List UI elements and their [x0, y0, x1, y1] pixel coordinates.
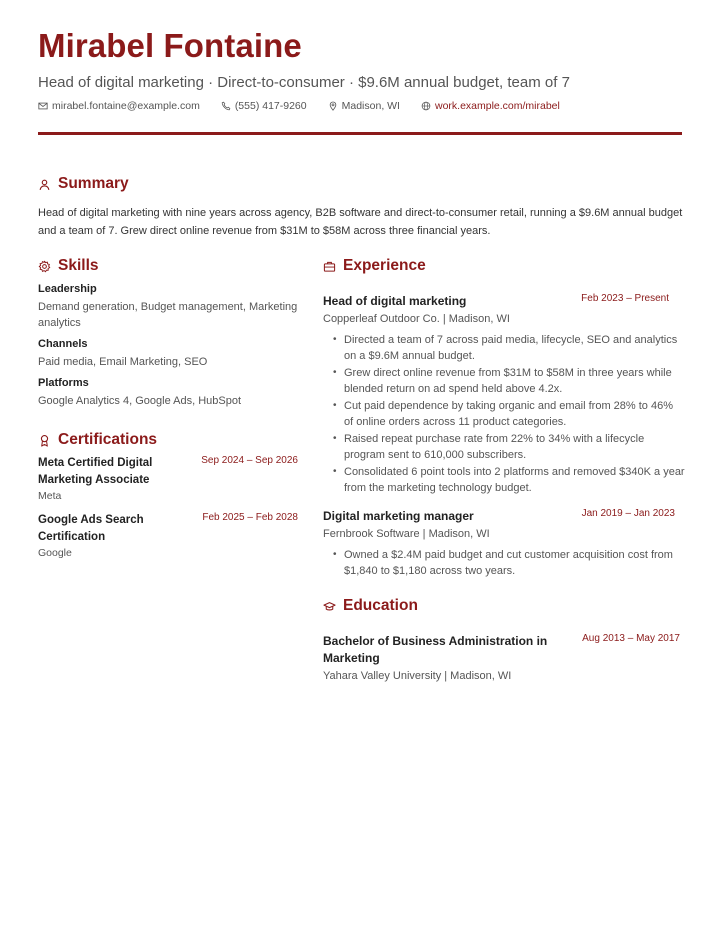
experience-section [323, 257, 685, 579]
job-company: Fernbrook Software | Madison, WI [323, 528, 490, 540]
skill-group-value: Demand generation, Budget management, Marketing analytics [38, 301, 298, 329]
gear-icon [38, 260, 51, 273]
certification-dates: Feb 2025 – Feb 2028 [202, 512, 298, 523]
certification-name: Meta Certified Digital Marketing Associate [38, 457, 153, 486]
skills-heading [38, 257, 302, 275]
right-column [323, 257, 685, 682]
education-section [323, 597, 685, 682]
education-dates: Aug 2013 – May 2017 [582, 633, 680, 644]
summary-text: Head of digital marketing with nine years across agency, B2B software and direct-to-consumer retail, running a $9.6M annual budget and a team of 7. Grew direct online revenue from $31M to $58M across three financial years. [38, 207, 683, 237]
headline: Head of digital marketing · Direct-to-consumer · $9.6M annual budget, team of 7 [38, 74, 570, 91]
job-title: Digital marketing manager [323, 509, 474, 523]
job-entry [323, 293, 685, 496]
skill-group-label: Leadership [38, 283, 97, 295]
certifications-title: Certifications [58, 431, 158, 448]
experience-heading [323, 257, 685, 275]
education-title: Education [343, 597, 418, 614]
contact-phone-text: (555) 417-9260 [234, 100, 307, 112]
job-title: Head of digital marketing [323, 294, 467, 308]
skill-group-value: Google Analytics 4, Google Ads, HubSpot [38, 395, 242, 407]
location-pin-icon [328, 101, 338, 111]
job-dates: Feb 2023 – Present [581, 293, 669, 304]
job-bullet: • Cut paid dependence by taking organic and email from 28% to 46% of online orders across 11 product categories. [323, 398, 685, 430]
skill-group-leadership [38, 283, 302, 331]
phone-icon [221, 101, 231, 111]
certification-issuer: Google [38, 547, 72, 559]
candidate-name: Mirabel Fontaine [38, 27, 302, 64]
job-bullet: • Consolidated 6 point tools into 2 platforms and removed $340K a year from the marketing technology budget. [323, 464, 685, 496]
certification-item [38, 512, 302, 559]
skill-group-channels [38, 338, 302, 370]
skill-group-label: Channels [38, 338, 88, 350]
skill-group-label: Platforms [38, 377, 89, 389]
experience-title: Experience [343, 257, 426, 274]
certifications-heading [38, 431, 302, 449]
certification-issuer: Meta [38, 490, 62, 502]
job-company: Copperleaf Outdoor Co. | Madison, WI [323, 313, 510, 325]
job-dates: Jan 2019 – Jan 2023 [581, 508, 675, 519]
job-bullet: • Grew direct online revenue from $31M to $58M in three years while blended return on ad spend held above 4.2x. [323, 365, 685, 397]
certification-dates: Sep 2024 – Sep 2026 [201, 455, 298, 466]
education-entry [323, 633, 685, 682]
contact-website-link[interactable]: work.example.com/mirabel [434, 100, 560, 112]
certification-item [38, 455, 302, 502]
certifications-section [38, 431, 302, 559]
graduation-cap-icon [323, 600, 336, 613]
globe-icon [421, 101, 431, 111]
summary-heading [38, 175, 686, 193]
contact-location [328, 100, 400, 112]
education-heading [323, 597, 685, 615]
summary-title: Summary [58, 175, 129, 192]
header-divider [38, 132, 682, 135]
job-bullets [323, 332, 685, 496]
contact-website[interactable] [421, 100, 560, 112]
left-column [38, 257, 302, 559]
contact-email-text: mirabel.fontaine@example.com [52, 100, 200, 112]
certification-name: Google Ads Search Certification [38, 514, 144, 543]
person-icon [38, 178, 51, 191]
job-bullets [323, 547, 685, 579]
summary-section [38, 175, 686, 240]
skill-group-platforms [38, 377, 302, 409]
skills-title: Skills [58, 257, 99, 274]
briefcase-icon [323, 260, 336, 273]
job-bullet: • Directed a team of 7 across paid media, lifecycle, SEO and analytics on a $9.6M annual budget. [323, 332, 685, 364]
job-bullet: • Owned a $2.4M paid budget and cut customer acquisition cost from $1,840 to $1,180 across two years. [323, 547, 685, 579]
school-name: Yahara Valley University | Madison, WI [323, 670, 512, 682]
contact-phone[interactable] [221, 100, 307, 112]
skills-section [38, 257, 302, 409]
job-entry [323, 508, 685, 579]
contact-location-text: Madison, WI [341, 100, 400, 112]
skill-group-value: Paid media, Email Marketing, SEO [38, 356, 208, 368]
mail-icon [38, 101, 48, 111]
degree-title: Bachelor of Business Administration in Marketing [323, 634, 548, 665]
award-ribbon-icon [38, 434, 51, 447]
contact-email[interactable] [38, 100, 200, 112]
contact-bar [38, 100, 581, 112]
job-bullet: • Raised repeat purchase rate from 22% to 34% with a lifecycle program sent to 610,000 subscribers. [323, 431, 685, 463]
